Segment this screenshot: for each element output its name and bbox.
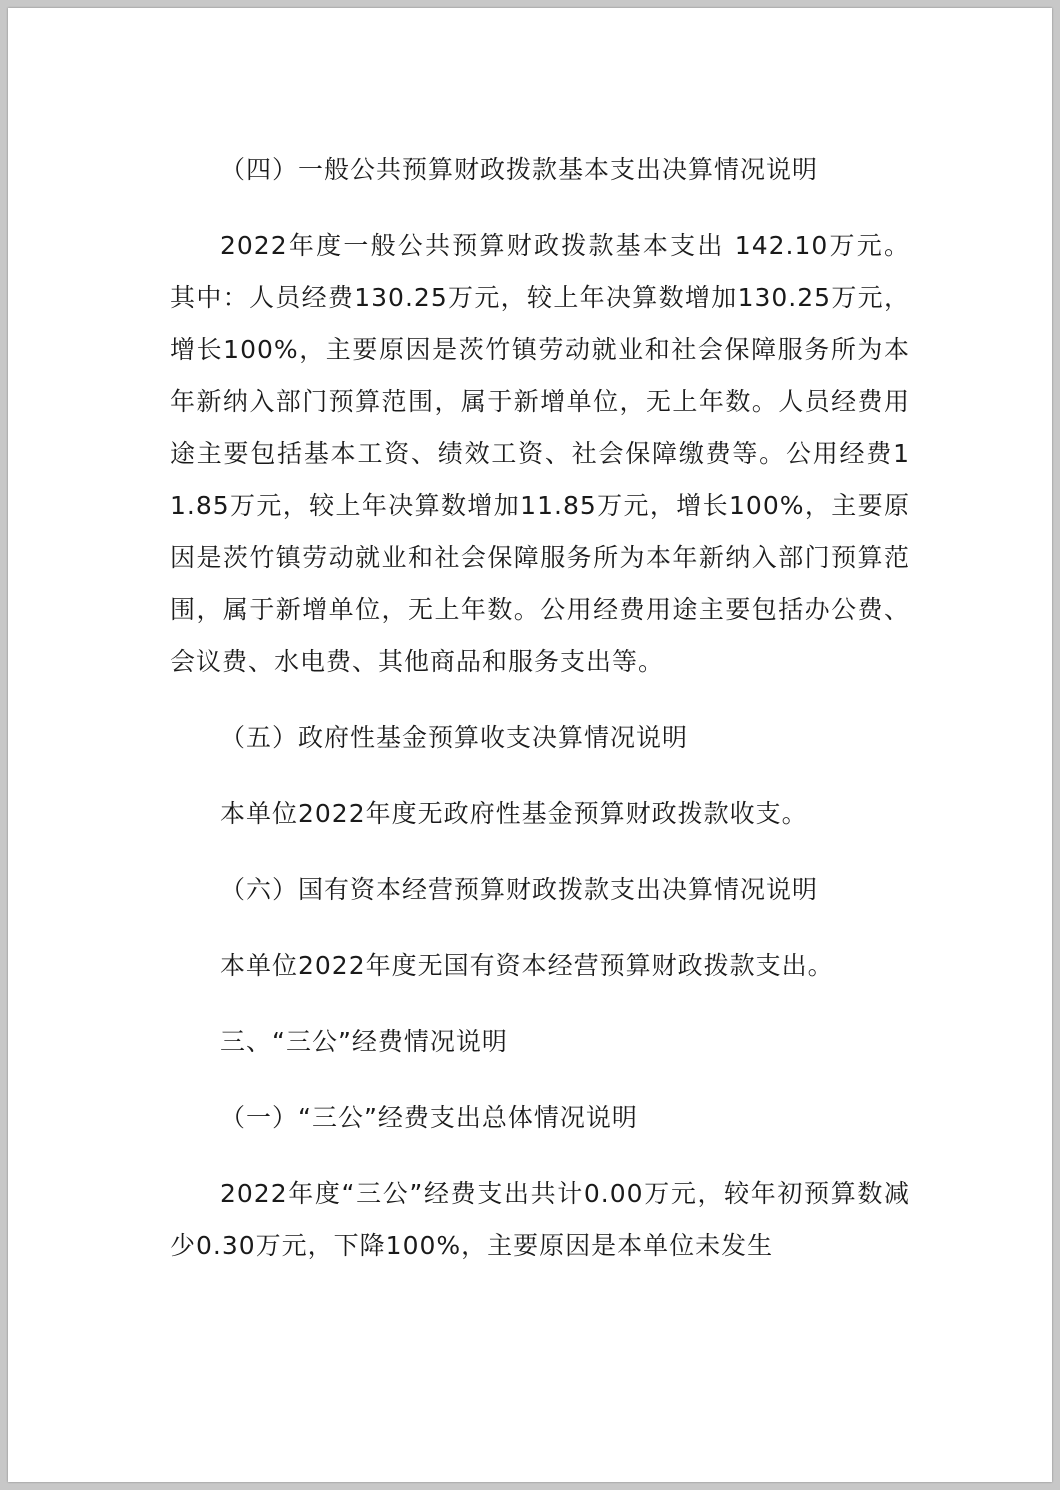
paragraph-government-fund: 本单位2022年度无政府性基金预算财政拨款收支。 — [220, 799, 808, 828]
paragraph-three-public-overall: 2022年度“三公”经费支出共计0.00万元，较年初预算数减少0.30万元，下降100%，主要原因是本单位未发生 — [170, 1179, 910, 1260]
section-heading-state-capital: （六）国有资本经营预算财政拨款支出决算情况说明 — [220, 875, 819, 904]
document-page — [8, 8, 1052, 1482]
paragraph-basic-expenditure: 2022年度一般公共预算财政拨款基本支出 142.10万元。其中：人员经费130.25万元，较上年决算数增加130.25万元，增长100%，主要原因是茨竹镇劳动就业和社会保障服务所为本年新纳入部门预算范围，属于新增单位，无上年数。人员经费用途主要包括基本工资、绩效工资、社会保障缴费等。公用经费11.85万元，较上年决算数增加11.85万元，增长100%，主要原因是茨竹镇劳动就业和社会保障服务所为本年新纳入部门预算范围，属于新增单位，无上年数。公用经费用途主要包括办公费、会议费、水电费、其他商品和服务支出等。 — [170, 231, 910, 676]
section-heading-government-fund: （五）政府性基金预算收支决算情况说明 — [220, 723, 689, 752]
section-heading-basic-expenditure: （四）一般公共预算财政拨款基本支出决算情况说明 — [220, 155, 819, 184]
paragraph-state-capital: 本单位2022年度无国有资本经营预算财政拨款支出。 — [220, 951, 834, 980]
section-heading-three-public-overall: （一）“三公”经费支出总体情况说明 — [220, 1103, 638, 1132]
chapter-heading-three-public: 三、“三公”经费情况说明 — [220, 1027, 508, 1056]
document-body — [170, 144, 910, 1272]
